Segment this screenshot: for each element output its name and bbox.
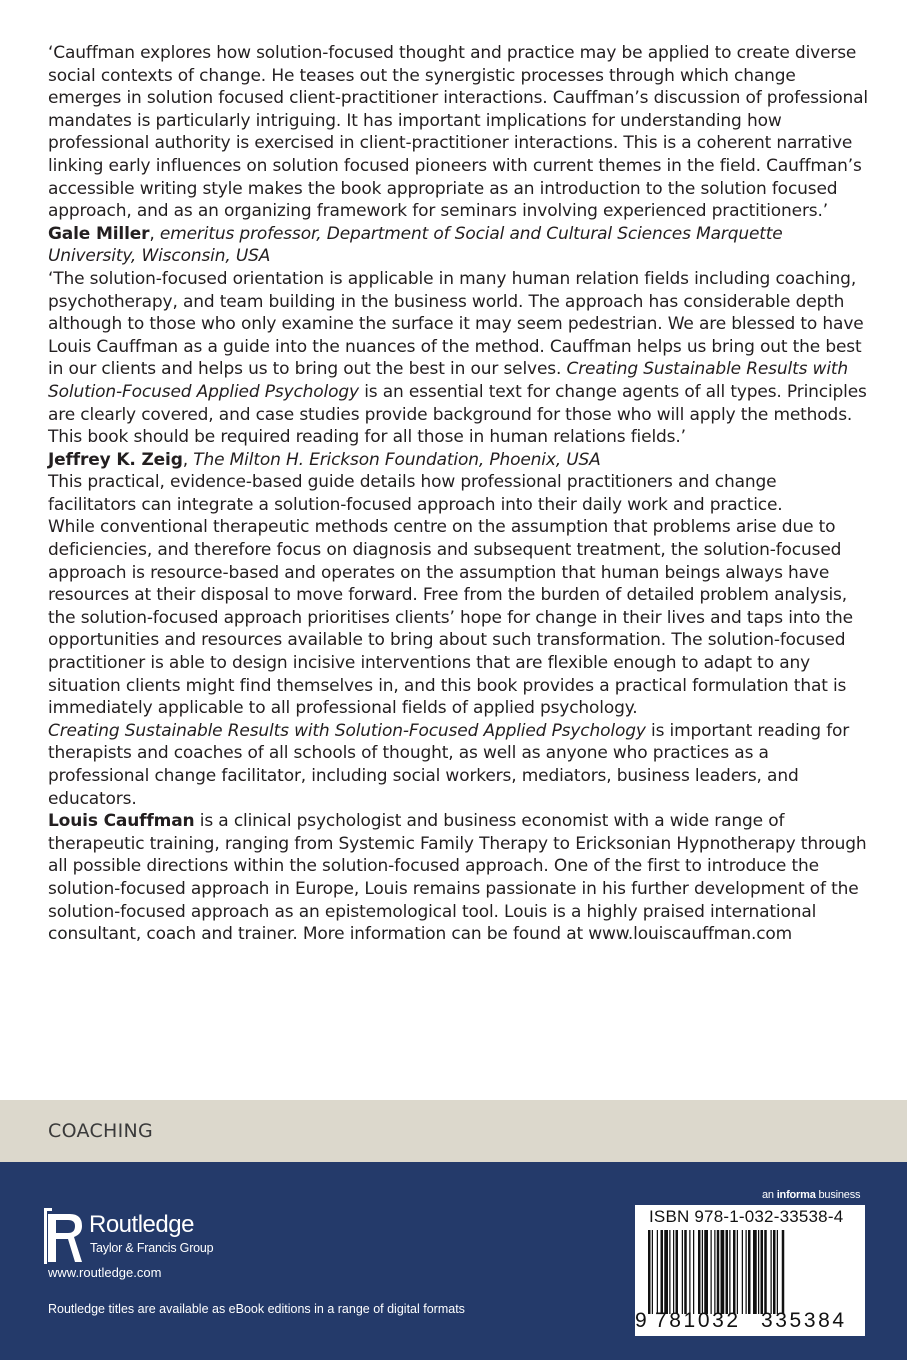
category-label: COACHING <box>48 1120 154 1142</box>
description-audience-text: is important reading for therapists and coaches of all schools of thought, as well as anyone who practices as a professional change facilitator, including social workers, mediators, business leaders, and educators. <box>48 720 850 809</box>
informa-business-tag <box>762 1189 860 1201</box>
endorsement-book-title: Creating Sustainable Results with Solution-Focused Applied Psychology <box>48 359 849 402</box>
endorsement-zeig: ‘The solution-focused orientation is applicable in many human relation fields including coaching, psychotherapy, and team building in the business world. The approach has considerable depth although to those who only examine the surface it may seem pedestrian. We are blessed to have Louis Cauffman as a guide into the nuances of the method. Cauffman helps us bring out the best in our clients and helps us to bring out the best in our selves. Creating Sustainable Results with Solution-Focused Applied Psychology is an essential text for change agents of all types. Principles are clearly covered, and case studies provide background for those who will apply the methods. This book should be required reading for all those in human relations fields.’ Jeffrey K. Zeig, The Milton H. Erickson Foundation, Phoenix, USA <box>48 268 867 470</box>
endorsement-author: Jeffrey K. Zeig <box>48 449 183 470</box>
publisher-footer <box>0 1162 907 1360</box>
description-body: While conventional therapeutic methods centre on the assumption that problems arise due to deficiencies, and therefore focus on diagnosis and subsequent treatment, the solution-focused approach is resource-based and operates on the assumption that human beings always have resources at their disposal to move forward. Free from the burden of detailed problem analysis, the solution-focused approach prioritises clients’ hope for change in their lives and taps into the opportunities and resources available to bring about such transformation. The solution-focused practitioner is able to design incisive interventions that are flexible enough to adapt to any situation clients might find themselves in, and this book provides a practical formulation that is immediately applicable to all professional fields of applied psychology. <box>48 517 853 719</box>
informa-brand: informa <box>776 1189 816 1201</box>
publisher-name: Routledge <box>89 1211 194 1238</box>
ebook-note: Routledge titles are available as eBook editions in a range of digital formats <box>48 1302 465 1316</box>
endorsement-quote-part1: ‘The solution-focused orientation is applicable in many human relation fields including coaching, psychotherapy, and team building in the business world. The approach has considerable depth although to those who only examine the surface it may seem pedestrian. We are blessed to have Louis Cauffman as a guide into the nuances of the method. Cauffman helps us bring out the best in our clients and helps us to bring out the best in our selves. <box>48 268 864 380</box>
author-bio <box>48 810 868 946</box>
isbn-barcode <box>635 1205 865 1336</box>
endorsement-quote: ‘Cauffman explores how solution-focused thought and practice may be applied to create diverse social contexts of change. He teases out the synergistic processes through which change emerges in solution focused client-practitioner interactions. Cauffman’s discussion of professional mandates is particularly intriguing. It has important implications for understanding how professional authority is exercised in client-practitioner interactions. This is a coherent narrative linking early influences on solution focused pioneers with current themes in the field. Cauffman’s accessible writing style makes the book appropriate as an introduction to the solution focused approach, and as an organizing framework for seminars involving experienced practitioners.’ <box>48 43 869 222</box>
author-name: Louis Cauffman <box>48 811 195 832</box>
description-audience <box>48 720 868 810</box>
description-book-title: Creating Sustainable Results with Solution-Focused Applied Psychology <box>48 720 646 741</box>
informa-suffix: business <box>815 1189 861 1201</box>
barcode-digits-group1: 781032 <box>655 1309 741 1332</box>
author-bio-text: is a clinical psychologist and business economist with a wide range of therapeutic training, ranging from Systemic Family Therapy to Ericksonian Hypnotherapy through all possible directions within the solution-focused approach. One of the first to introduce the solution-focused approach in Europe, Louis remains passionate in his further development of the solution-focused approach as an epistemological tool. Louis is a highly praised international consultant, coach and trainer. More information can be found at www.louiscauffman.com <box>48 811 867 945</box>
barcode-bars <box>648 1230 858 1314</box>
barcode-digits-group2: 335384 <box>761 1309 847 1332</box>
publisher-website[interactable]: www.routledge.com <box>48 1265 162 1280</box>
barcode-digits <box>635 1309 865 1333</box>
category-band <box>0 1100 907 1162</box>
informa-prefix: an <box>762 1189 777 1201</box>
description-intro: This practical, evidence-based guide details how professional practitioners and change facilitators can integrate a solution-focused approach into their daily work and practice. <box>48 472 783 515</box>
barcode-lead-digit: 9 <box>635 1309 647 1332</box>
endorsement-author: Gale Miller <box>48 223 150 244</box>
back-cover-text <box>48 42 868 946</box>
endorsement-affiliation: emeritus professor, Department of Social and Cultural Sciences Marquette University, Wisconsin, USA <box>48 223 783 267</box>
isbn-label: ISBN 978-1-032-33538-4 <box>649 1207 844 1226</box>
endorsement-affiliation: The Milton H. Erickson Foundation, Phoenix, USA <box>193 449 601 470</box>
publisher-group: Taylor & Francis Group <box>90 1241 214 1255</box>
endorsement-miller: ‘Cauffman explores how solution-focused thought and practice may be applied to create diverse social contexts of change. He teases out the synergistic processes through which change emerges in solution focused client-practitioner interactions. Cauffman’s discussion of professional mandates is particularly intriguing. It has important implications for understanding how professional authority is exercised in client-practitioner interactions. This is a coherent narrative linking early influences on solution focused pioneers with current themes in the field. Cauffman’s accessible writing style makes the book appropriate as an introduction to the solution focused approach, and as an organizing framework for seminars involving experienced practitioners.’ Gale Miller, emeritus professor, Department of Social and Cultural Sciences Marquette University, Wisconsin, USA <box>48 43 869 267</box>
endorsement-quote-part2: is an essential text for change agents of all types. Principles are clearly covered, and case studies provide background for those who will apply the methods. This book should be required reading for all those in human relations fields.’ <box>48 381 867 448</box>
